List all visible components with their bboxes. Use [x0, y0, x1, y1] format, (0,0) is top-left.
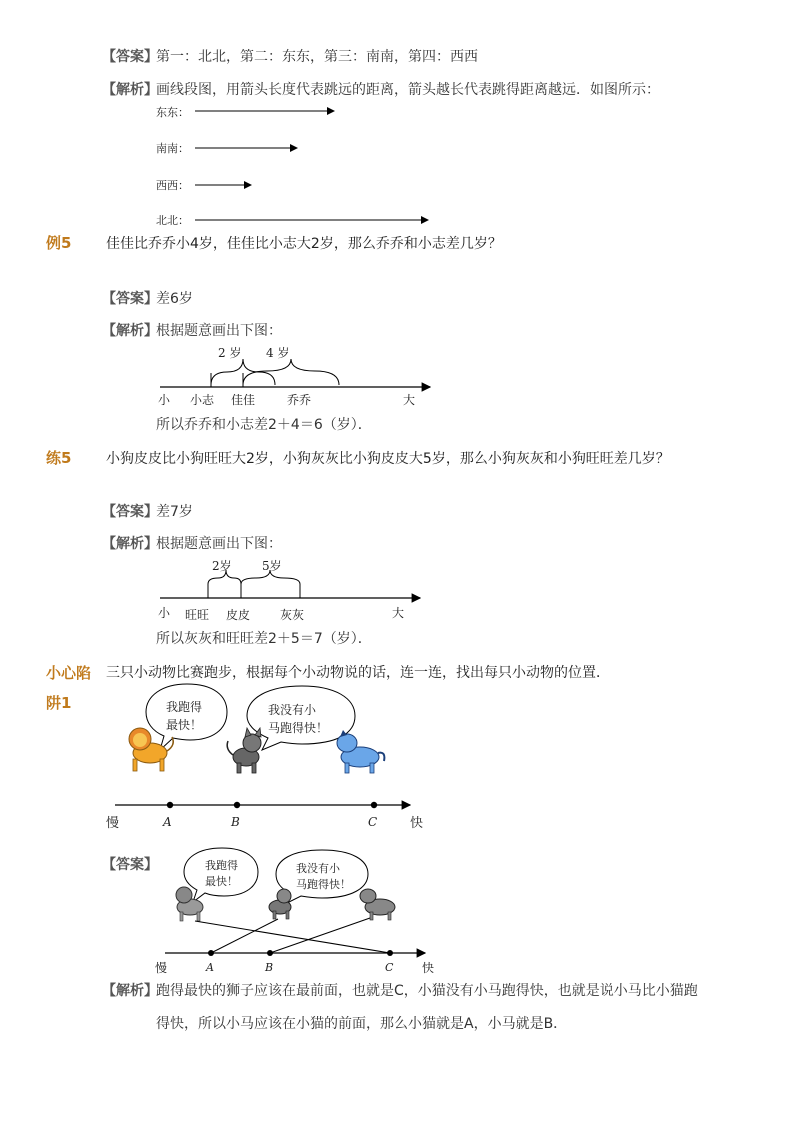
bubble1-line1: 我跑得 — [166, 700, 203, 714]
example-question: 佳佳比乔乔小4岁，佳佳比小志大2岁，那么乔乔和小志差几岁？ — [106, 236, 502, 252]
cat-illustration-answer — [269, 889, 291, 919]
point-label-a: A — [163, 815, 172, 829]
answer-point-a — [208, 950, 214, 956]
cat-illustration — [227, 728, 261, 773]
example-label: 例5 — [46, 234, 72, 252]
answer-tag: 【答案】 — [102, 291, 158, 307]
brace-label-left: 2岁 — [212, 559, 232, 573]
answer-tag: 【答案】 — [102, 49, 158, 65]
answer-text: 差7岁 — [156, 504, 193, 520]
arrow-label-xixi: 西西： — [156, 179, 189, 192]
arrow-label-beibei: 北北： — [156, 214, 189, 227]
trap-question: 三只小动物比赛跑步，根据每个小动物说的话，连一连，找出每只小动物的位置． — [106, 665, 610, 681]
age-line-diagram-1 — [0, 355, 800, 415]
line-label-xiaozhi: 小志 — [190, 393, 215, 407]
line-label-pipi: 皮皮 — [226, 608, 251, 622]
line-label-big: 大 — [403, 393, 416, 407]
speed-number-line-question — [0, 796, 800, 816]
conclusion-text: 所以灰灰和旺旺差2＋5＝7（岁）． — [156, 631, 372, 647]
answer-text: 第一：北北，第二：东东，第三：南南，第四：西西 — [156, 49, 478, 65]
line-label-wangwang: 旺旺 — [185, 608, 210, 622]
answer-matching-diagram — [0, 885, 800, 975]
answer-point-c — [387, 950, 393, 956]
answer-text: 差6岁 — [156, 291, 193, 307]
answer-axis-label-slow: 慢 — [155, 961, 168, 975]
answer-tag: 【答案】 — [102, 504, 158, 520]
analysis-text: 根据题意画出下图： — [156, 323, 282, 339]
analysis-tag: 【解析】 — [102, 323, 158, 339]
trap-label-line1: 小心陷 — [46, 664, 92, 682]
answer-point-b — [267, 950, 273, 956]
line-label-small: 小 — [158, 393, 171, 407]
brace-label-right: 4 岁 — [266, 346, 290, 360]
bubble2-line2: 马跑得快！ — [268, 721, 329, 735]
bubble1-line2: 最快！ — [166, 718, 203, 732]
bubble2-line1: 我没有小 — [268, 703, 317, 717]
line-label-small: 小 — [158, 606, 171, 620]
lion-illustration-answer — [176, 887, 203, 921]
analysis-text: 画线段图，用箭头长度代表跳远的距离，箭头越长代表跳得距离越远．如图所示： — [156, 82, 660, 98]
arrow-label-nannan: 南南： — [156, 142, 189, 155]
point-c — [371, 802, 377, 808]
trap-label-line2: 阱1 — [46, 694, 72, 712]
brace-label-left: 2 岁 — [218, 346, 242, 360]
animals-question — [0, 725, 800, 785]
lion-illustration — [129, 728, 173, 771]
jump-arrows-diagram — [0, 0, 800, 240]
analysis-line1: 跑得最快的狮子应该在最前面，也就是C，小猫没有小马跑得快，也就是说小马比小猫跑 — [156, 983, 698, 999]
horse-illustration — [337, 730, 384, 773]
point-a — [167, 802, 173, 808]
practice-label: 练5 — [46, 449, 72, 467]
analysis-tag: 【解析】 — [102, 983, 158, 999]
point-label-b: B — [231, 815, 240, 829]
point-label-c: C — [368, 815, 378, 829]
analysis-text: 根据题意画出下图： — [156, 536, 282, 552]
answer-bubble1-line1: 我跑得 — [205, 859, 238, 872]
line-label-qiaoqiao: 乔乔 — [287, 393, 312, 407]
answer-bubble2-line1: 我没有小 — [296, 862, 340, 875]
answer-axis-label-fast: 快 — [422, 961, 435, 975]
line-label-jiajia: 佳佳 — [231, 393, 256, 407]
arrow-label-dongdong: 东东： — [156, 106, 189, 119]
practice-question: 小狗皮皮比小狗旺旺大2岁，小狗灰灰比小狗皮皮大5岁，那么小狗灰灰和小狗旺旺差几岁？ — [106, 451, 670, 467]
line-label-huihui: 灰灰 — [280, 608, 305, 622]
line-label-big: 大 — [392, 606, 405, 620]
answer-bubble1-line2: 最快！ — [205, 875, 238, 888]
horse-illustration-answer — [360, 889, 395, 920]
answer-point-label-b: B — [265, 961, 274, 974]
answer-point-label-c: C — [385, 961, 394, 974]
answer-point-label-a: A — [206, 961, 214, 974]
analysis-tag: 【解析】 — [102, 82, 158, 98]
point-b — [234, 802, 240, 808]
answer-tag: 【答案】 — [102, 857, 158, 873]
analysis-tag: 【解析】 — [102, 536, 158, 552]
analysis-line2: 得快，所以小马应该在小猫的前面，那么小猫就是A，小马就是B． — [156, 1016, 568, 1032]
conclusion-text: 所以乔乔和小志差2＋4＝6（岁）． — [156, 417, 372, 433]
answer-bubble2-line2: 马跑得快！ — [296, 878, 351, 891]
brace-label-right: 5岁 — [262, 559, 282, 573]
axis-label-slow: 慢 — [106, 816, 120, 831]
axis-label-fast: 快 — [410, 816, 424, 831]
